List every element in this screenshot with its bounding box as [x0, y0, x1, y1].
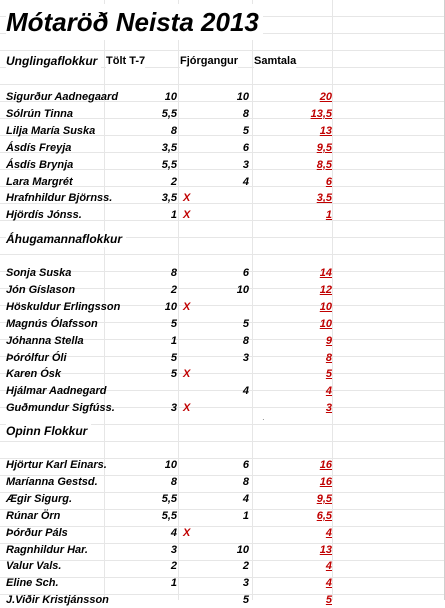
rider-name: Sigurður Aadnegaard: [6, 91, 119, 103]
no-show-mark: X: [183, 526, 191, 539]
tolt-score: 3: [170, 543, 177, 556]
rider-name: Karen Ósk: [6, 368, 62, 381]
tolt-score: 2: [170, 283, 177, 296]
total-score: 1: [325, 209, 332, 222]
tolt-score: 3: [170, 402, 177, 415]
rider-name: Ásdís Freyja: [6, 141, 72, 154]
table-row: [0, 366, 445, 382]
table-row: [0, 140, 445, 156]
rider-name: Hjörtur Karl Einars.: [6, 459, 107, 471]
rider-name: Þórólfur Óli: [6, 351, 67, 364]
tolt-score: 3,5: [161, 192, 177, 205]
table-row: [0, 508, 445, 524]
total-score: 4: [325, 560, 332, 573]
tolt-score: 5: [170, 368, 177, 381]
table-row: [0, 190, 445, 206]
total-score: 3,5: [316, 192, 332, 205]
fjorgangur-score: 8: [242, 475, 249, 488]
fjorgangur-score: 3: [242, 158, 249, 171]
table-row: [0, 400, 445, 416]
table-row: [0, 491, 445, 507]
fjorgangur-score: 6: [242, 141, 249, 154]
table-row: [0, 299, 445, 315]
table-row: [0, 350, 445, 366]
total-score: 4: [325, 526, 332, 539]
total-score: 13: [319, 543, 332, 556]
rider-name: Guðmundur Sigfúss.: [6, 402, 115, 415]
total-score: 5: [325, 368, 332, 381]
tolt-score: 3,5: [161, 141, 177, 154]
tolt-score: 5: [170, 351, 177, 364]
total-score: 6,5: [316, 509, 332, 522]
rider-name: Ægir Sigurg.: [6, 492, 72, 505]
table-row: [0, 106, 445, 122]
total-score: 5: [325, 594, 332, 607]
fjorgangur-score: 8: [242, 334, 249, 347]
header-samtala: Samtala: [254, 55, 297, 67]
table-row: [0, 457, 445, 473]
fjorgangur-score: 3: [242, 351, 249, 364]
tolt-score: 8: [170, 124, 177, 137]
rider-name: Lilja María Suska: [6, 124, 96, 137]
rider-name: Jón Gíslason: [6, 283, 76, 296]
table-row: [0, 333, 445, 349]
total-score: 10: [319, 317, 332, 330]
total-score: 3: [325, 402, 332, 415]
fjorgangur-score: 1: [242, 509, 249, 522]
tolt-score: 10: [164, 459, 177, 471]
section-title: Unglingaflokkur: [6, 53, 101, 69]
total-score: 12: [319, 283, 332, 296]
table-row: [0, 282, 445, 298]
fjorgangur-score: 5: [242, 594, 249, 607]
fjorgangur-score: 4: [242, 175, 249, 188]
rider-name: Ásdís Brynja: [6, 158, 74, 171]
rider-name: Hjálmar Aadnegard: [6, 385, 107, 398]
tolt-score: 2: [170, 560, 177, 573]
total-score: 9,5: [316, 141, 332, 154]
table-row: [0, 123, 445, 139]
tolt-score: 5: [170, 317, 177, 330]
total-score: 9: [325, 334, 332, 347]
rider-name: Sólrún Tinna: [6, 107, 74, 120]
no-show-mark: X: [183, 368, 191, 381]
total-score: 4: [325, 577, 332, 590]
rider-name: Rúnar Örn: [6, 509, 61, 522]
fjorgangur-score: 5: [242, 317, 249, 330]
table-row: [0, 383, 445, 399]
rider-name: J.Viðir Kristjánsson: [6, 594, 109, 607]
tolt-score: 1: [170, 209, 177, 222]
rider-name: Höskuldur Erlingsson: [6, 300, 121, 313]
tolt-score: 2: [170, 175, 177, 188]
no-show-mark: X: [183, 402, 191, 415]
fjorgangur-score: 5: [242, 124, 249, 137]
no-show-mark: X: [183, 209, 191, 222]
table-row: [0, 525, 445, 541]
rider-name: Hrafnhildur Björnss.: [6, 192, 113, 205]
tolt-score: 8: [170, 475, 177, 488]
total-score: 10: [319, 300, 332, 313]
table-row: [0, 316, 445, 332]
tolt-score: 1: [170, 334, 177, 347]
table-row: [0, 207, 445, 223]
no-show-mark: X: [183, 300, 191, 313]
total-score: 16: [319, 475, 332, 488]
fjorgangur-score: 8: [242, 107, 249, 120]
table-row: [0, 575, 445, 591]
tolt-score: 10: [164, 300, 177, 313]
section-title: Opinn Flokkur: [6, 423, 91, 439]
tolt-score: 10: [164, 91, 177, 103]
total-score: 16: [319, 459, 332, 471]
table-row: [0, 592, 445, 608]
fjorgangur-score: 4: [242, 492, 249, 505]
section-title: Áhugamannaflokkur: [6, 231, 126, 247]
rider-name: Jóhanna Stella: [6, 334, 84, 347]
table-row: [0, 174, 445, 190]
rider-name: Ragnhildur Har.: [6, 543, 88, 556]
table-row: [0, 474, 445, 490]
rider-name: Valur Vals.: [6, 560, 62, 573]
table-row: [0, 265, 445, 281]
table-row: [0, 542, 445, 558]
total-score: 13,5: [310, 107, 332, 120]
total-score: 13: [319, 124, 332, 137]
total-score: 8: [325, 351, 332, 364]
page-title: Mótaröð Neista 2013: [6, 4, 263, 40]
rider-name: Þórður Páls: [6, 526, 68, 539]
rider-name: Lara Margrét: [6, 175, 73, 188]
table-row: [0, 558, 445, 574]
total-score: 9,5: [316, 492, 332, 505]
total-score: 8,5: [316, 158, 332, 171]
fjorgangur-score: 10: [236, 283, 249, 296]
tolt-score: 5,5: [161, 158, 177, 171]
stray-mark: ·: [262, 415, 265, 424]
header-tolt: Tölt T-7: [106, 55, 146, 67]
fjorgangur-score: 10: [236, 91, 249, 103]
total-score: 20: [319, 91, 332, 103]
table-row: [0, 157, 445, 173]
tolt-score: 8: [170, 267, 177, 279]
rider-name: Eline Sch.: [6, 577, 59, 590]
total-score: 14: [319, 267, 332, 279]
rider-name: Sonja Suska: [6, 267, 72, 279]
total-score: 4: [325, 385, 332, 398]
fjorgangur-score: 2: [242, 560, 249, 573]
tolt-score: 5,5: [161, 492, 177, 505]
rider-name: Magnús Ólafsson: [6, 317, 98, 330]
no-show-mark: X: [183, 192, 191, 205]
fjorgangur-score: 4: [242, 385, 249, 398]
rider-name: Hjördís Jónss.: [6, 209, 82, 222]
fjorgangur-score: 3: [242, 577, 249, 590]
header-fjorgangur: Fjórgangur: [180, 55, 239, 67]
fjorgangur-score: 10: [236, 543, 249, 556]
tolt-score: 5,5: [161, 107, 177, 120]
fjorgangur-score: 6: [242, 459, 249, 471]
tolt-score: 1: [170, 577, 177, 590]
rider-name: Maríanna Gestsd.: [6, 475, 98, 488]
tolt-score: 5,5: [161, 509, 177, 522]
fjorgangur-score: 6: [242, 267, 249, 279]
total-score: 6: [325, 175, 332, 188]
table-row: [0, 89, 445, 105]
tolt-score: 4: [170, 526, 177, 539]
